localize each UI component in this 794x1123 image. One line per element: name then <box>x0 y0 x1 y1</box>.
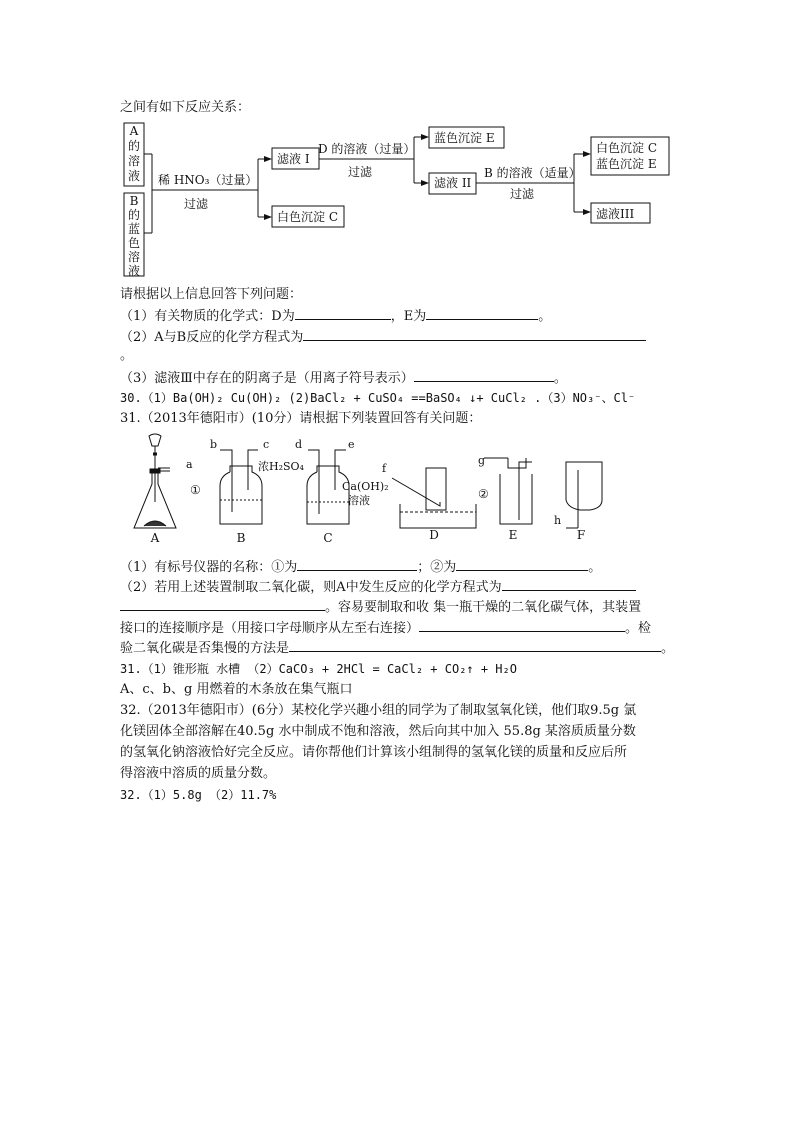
answer-blank <box>289 638 661 652</box>
answer-blank <box>414 368 554 382</box>
answer-blank <box>303 327 646 341</box>
q31-part1: （1）有标号仪器的名称：①为 ；②为 。 <box>120 557 601 577</box>
q29-part2: （2）A与B反应的化学方程式为 <box>120 327 646 347</box>
filtrate-2-box: 滤液 II <box>434 176 472 190</box>
answer-blank <box>297 557 417 571</box>
answer-32: 32.（1）5.8g （2）11.7% <box>120 788 277 802</box>
box-b-char: 溶 <box>127 250 141 264</box>
q32-line1: 32.（2013年德阳市）(6分）某校化学兴趣小组的同学为了制取氢氧化镁，他们取9.5g 氯 <box>120 703 637 718</box>
box-b-char: 蓝 <box>127 222 141 236</box>
box-b-char: 液 <box>127 264 141 278</box>
intro-text: 之间有如下反应关系： <box>120 100 251 115</box>
answer-31-line2: A、c、b、g 用燃着的木条放在集气瓶口 <box>120 682 353 697</box>
answer-blank <box>295 306 391 320</box>
answer-blank <box>120 597 325 611</box>
filter-label-2: 过滤 <box>348 165 373 179</box>
box-a-char: 液 <box>127 169 141 183</box>
reagent-hno3-label: 稀 HNO₃（过量） <box>158 173 258 187</box>
box-a-char: 的 <box>127 139 141 153</box>
q31-part2-line1: （2）若用上述装置制取二氧化碳，则A中发生反应的化学方程式为 <box>120 577 636 597</box>
q29-part2-end: 。 <box>120 348 134 363</box>
answer-blank <box>502 577 636 591</box>
filter-label-3: 过滤 <box>510 187 535 201</box>
reagent-b-label: B 的溶液（适量） <box>484 166 581 180</box>
q32-line3: 的氢氧化钠溶液恰好完全反应。请你帮他们计算该小组制得的氢氧化镁的质量和反应后所 <box>120 745 628 760</box>
box-b-char: B <box>129 194 139 208</box>
connector-label-c: c <box>263 438 270 451</box>
label-circled-1: ① <box>190 483 201 497</box>
apparatus-label-e: E <box>508 528 518 542</box>
reaction-flow-diagram <box>118 120 688 280</box>
mixed-precipitate-line-2: 蓝色沉淀 E <box>596 157 657 171</box>
q31-part2-line3: 接口的连接顺序是（用接口字母顺序从左至右连接） 。检 <box>120 618 651 638</box>
blue-precipitate-box: 蓝色沉淀 E <box>434 131 495 145</box>
answer-blank <box>419 618 625 632</box>
box-a-char: 溶 <box>127 154 141 168</box>
q31-part2-line2: 。容易要制取和收 集一瓶干燥的二氧化碳气体，其装置 <box>120 597 641 617</box>
apparatus-diagram <box>120 432 620 544</box>
connector-label-d: d <box>295 438 303 451</box>
box-b-char: 的 <box>127 208 141 222</box>
q31-title: 31.（2013年德阳市）(10分）请根据下列装置回答有关问题： <box>120 411 482 426</box>
reagent-d-label: D 的溶液（过量） <box>318 142 416 156</box>
connector-label-e: e <box>348 438 355 451</box>
apparatus-label-d: D <box>429 528 439 542</box>
connector-label-f: f <box>382 462 387 475</box>
white-precipitate-box: 白色沉淀 C <box>277 210 338 224</box>
limewater-label-1: Ca(OH)₂ <box>342 480 389 493</box>
limewater-label-2: 溶液 <box>348 494 370 507</box>
apparatus-label-b: B <box>236 531 246 544</box>
box-a-char: A <box>129 124 139 138</box>
connector-label-a: a <box>186 458 193 471</box>
mixed-precipitate-line-1: 白色沉淀 C <box>596 141 657 155</box>
q32-line2: 化镁固体全部溶解在40.5g 水中制成不饱和溶液，然后向其中加入 55.8g 某溶质质量分数 <box>120 724 636 739</box>
connector-label-b: b <box>210 438 218 451</box>
answer-blank <box>426 306 538 320</box>
q32-line4: 得溶液中溶质的质量分数。 <box>120 766 277 781</box>
conc-sulfuric-acid-label: 浓H₂SO₄ <box>258 460 304 473</box>
answer-blank <box>456 557 588 571</box>
q29-part3: （3）滤液Ⅲ中存在的阴离子是（用离子符号表示） 。 <box>120 368 567 388</box>
apparatus-label-c: C <box>323 531 333 544</box>
label-circled-2: ② <box>478 487 489 501</box>
box-b-char: 色 <box>127 236 141 250</box>
connector-label-g: g <box>478 454 486 467</box>
connector-label-h: h <box>554 514 562 527</box>
filtrate-3-box: 滤液III <box>596 207 635 221</box>
q29-part1: （1）有关物质的化学式：D为 ，E为 。 <box>120 306 551 326</box>
answer-31-line1: 31.（1）锥形瓶 水槽 （2）CaCO₃ + 2HCl = CaCl₂ + CO₂↑ + H₂O <box>120 662 517 676</box>
q29-prompt: 请根据以上信息回答下列问题： <box>120 287 303 302</box>
answer-30: 30.（1）Ba(OH)₂ Cu(OH)₂ (2)BaCl₂ + CuSO₄ ==BaSO₄ ↓+ CuCl₂ .（3）NO₃⁻、Cl⁻ <box>120 391 636 405</box>
q31-part2-line4: 验二氧化碳是否集慢的方法是 。 <box>120 638 674 658</box>
filtrate-1-box: 滤液 I <box>277 152 310 166</box>
filter-label-1: 过滤 <box>184 197 209 211</box>
apparatus-label-a: A <box>150 531 160 544</box>
apparatus-label-f: F <box>576 528 586 542</box>
